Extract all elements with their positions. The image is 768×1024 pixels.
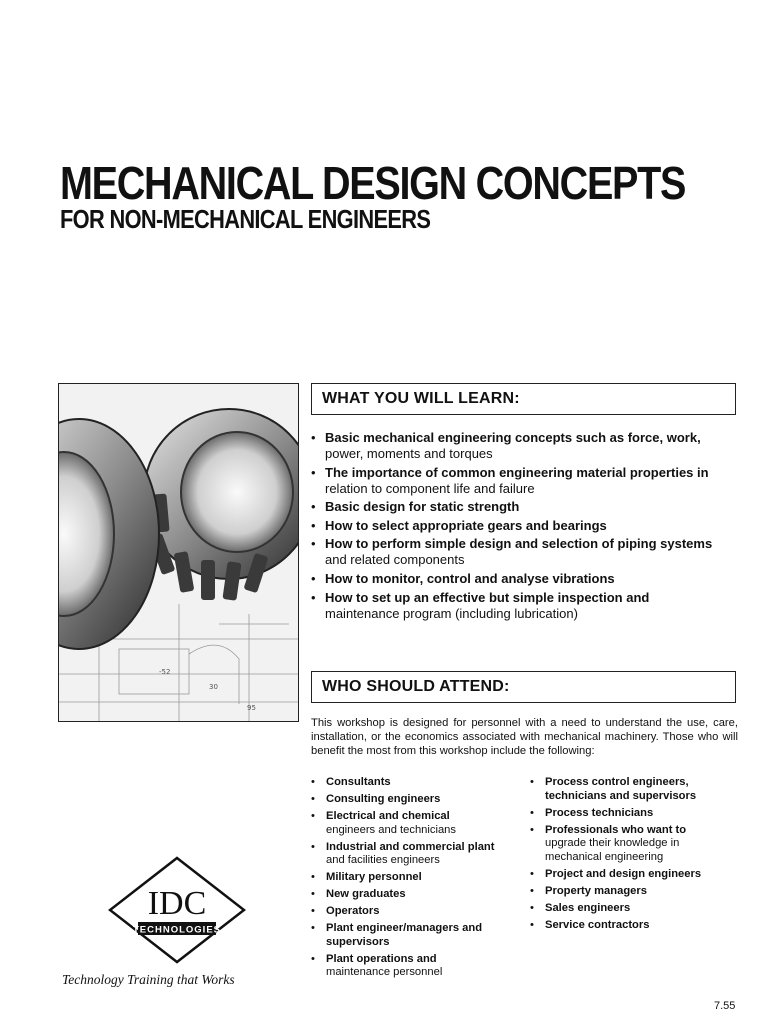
svg-text:95: 95 xyxy=(247,704,256,712)
attend-item-bold: • Project and design engineers xyxy=(545,867,702,880)
list-item xyxy=(311,871,521,885)
idc-logo xyxy=(108,856,246,964)
list-item xyxy=(530,868,738,882)
learn-item-text: relation to component life and failure xyxy=(325,480,535,496)
list-item xyxy=(311,776,521,790)
attend-item-bold: • Military personnel xyxy=(326,871,422,883)
attend-item-text: upgrade their knowledge in mechanical engineering xyxy=(545,837,680,863)
attend-heading-box xyxy=(311,671,736,703)
learn-item-bold: How to select appropriate gears and bearings xyxy=(325,517,607,533)
list-item xyxy=(530,902,738,916)
learn-item-bold: Basic design for static strength xyxy=(325,499,520,515)
attend-intro: This workshop is designed for personnel with a need to understand the use, care, installation, or the economics associated with mechanical machinery. Those who will benefit the most from this workshop include the following: xyxy=(311,717,738,757)
list-item xyxy=(311,499,741,515)
list-item xyxy=(311,430,741,462)
logo-name: IDC xyxy=(147,885,207,922)
svg-text:30: 30 xyxy=(209,683,218,691)
attend-item-bold: • Professionals who want to xyxy=(545,823,687,836)
attend-item-bold: • Process control engineers, technicians and supervisors xyxy=(545,776,697,802)
list-item xyxy=(530,807,738,821)
bearings-photo xyxy=(58,383,299,722)
attend-item-bold: • Property managers xyxy=(545,884,647,897)
attend-item-text: and facilities engineers xyxy=(326,854,440,866)
learn-item-bold: How to perform simple design and selection of piping systems xyxy=(325,536,713,552)
tagline: Technology Training that Works xyxy=(62,972,235,987)
list-item xyxy=(530,776,738,803)
learn-heading-box xyxy=(311,383,736,415)
page-number: 7.55 xyxy=(714,1000,736,1012)
attend-item-bold: • Plant operations and xyxy=(326,952,437,965)
attend-item-bold: • New graduates xyxy=(326,888,406,900)
list-item xyxy=(530,885,738,899)
list-item xyxy=(311,810,521,837)
logo-band: TECHNOLOGIES xyxy=(132,924,222,936)
list-item xyxy=(311,518,741,534)
list-item xyxy=(311,793,521,807)
learn-list xyxy=(311,430,741,624)
learn-item-bold: How to set up an effective but simple inspection and xyxy=(325,589,650,605)
attend-list-right xyxy=(530,776,738,936)
list-item xyxy=(311,922,521,949)
list-item xyxy=(530,824,738,865)
list-item xyxy=(311,905,521,919)
attend-item-bold: • Industrial and commercial plant xyxy=(326,840,495,853)
list-item xyxy=(311,888,521,902)
learn-item-text: maintenance program (including lubrication) xyxy=(325,605,578,621)
attend-item-bold: • Electrical and chemical xyxy=(326,810,450,822)
attend-heading: WHO SHOULD ATTEND: xyxy=(322,678,510,695)
list-item xyxy=(311,536,741,568)
bearings-illustration xyxy=(59,384,298,721)
list-item xyxy=(530,919,738,933)
list-item xyxy=(311,953,521,980)
attend-item-bold: • Consultants xyxy=(326,776,391,788)
learn-item-text: and related components xyxy=(325,552,465,568)
list-item xyxy=(311,590,741,622)
list-item xyxy=(311,465,741,497)
attend-item-bold: • Sales engineers xyxy=(545,901,631,914)
svg-text:-52: -52 xyxy=(159,668,171,676)
learn-item-bold: How to monitor, control and analyse vibrations xyxy=(325,570,615,586)
attend-item-text: engineers and technicians xyxy=(326,823,456,836)
list-item xyxy=(311,571,741,587)
attend-item-bold: • Plant engineer/managers and supervisors xyxy=(326,922,483,948)
attend-item-bold: • Consulting engineers xyxy=(326,793,441,805)
list-item xyxy=(311,841,521,868)
attend-list-left xyxy=(311,776,521,983)
attend-item-text: maintenance personnel xyxy=(326,966,443,978)
learn-item-bold: Basic mechanical engineering concepts such as force, work, xyxy=(325,430,701,445)
learn-item-bold: The importance of common engineering material properties in xyxy=(325,464,709,480)
page-title: MECHANICAL DESIGN CONCEPTS xyxy=(60,157,686,209)
attend-item-bold: • Process technicians xyxy=(545,806,654,819)
learn-heading: WHAT YOU WILL LEARN: xyxy=(322,390,520,407)
attend-item-bold: • Service contractors xyxy=(545,918,650,931)
learn-item-text: power, moments and torques xyxy=(325,446,493,461)
page-subtitle: FOR NON-MECHANICAL ENGINEERS xyxy=(60,204,431,234)
attend-item-bold: • Operators xyxy=(326,905,380,917)
